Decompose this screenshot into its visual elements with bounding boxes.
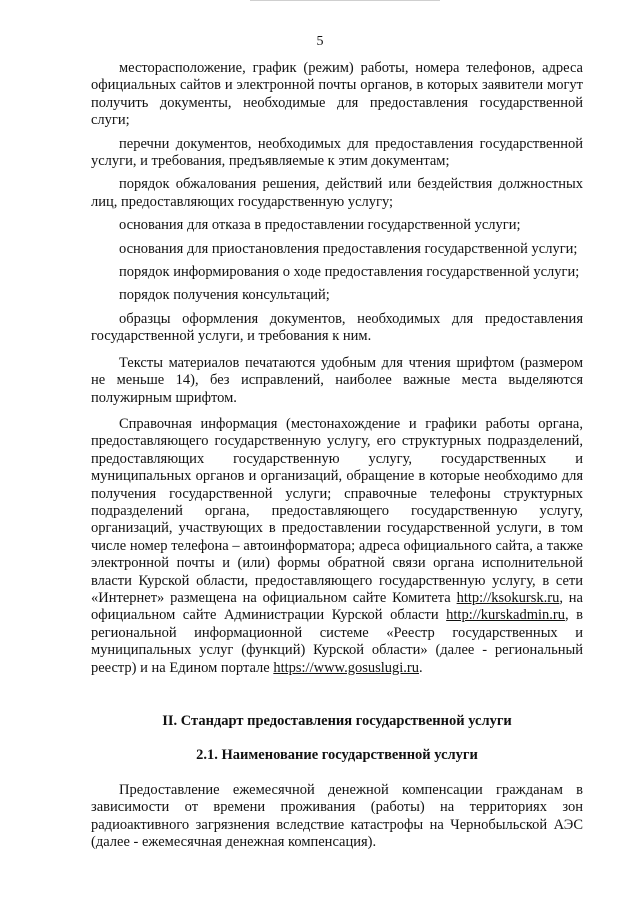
committee-site-link[interactable]: http://ksokursk.ru (456, 589, 560, 606)
gosuslugi-portal-link[interactable]: https://www.gosuslugi.ru (273, 659, 419, 676)
document-body (91, 60, 583, 851)
reference-text-4: . (419, 659, 423, 676)
service-name-paragraph: Предоставление ежемесячной денежной компенсации гражданам в зависимости от времени проживания (работы) на территориях зон радиоактивного загрязнения вследствие катастрофы на Чернобыльской АЭС (далее - ежемесячная денежная компенсация). (91, 781, 583, 851)
list-item: порядок получения консультаций; (119, 287, 330, 304)
top-rule (250, 0, 440, 1)
list-item: порядок обжалования решения, действий или бездействия должностных лиц, предоставляющих государственную услугу; (91, 176, 583, 210)
section-heading: II. Стандарт предоставления государственной услуги (162, 713, 512, 729)
list-item: месторасположение, график (режим) работы, номера телефонов, адреса официальных сайтов и электронной почты органов, в которых заявители могут получить документы, необходимые для предоставления государственной слуги; (91, 60, 583, 129)
list-item: основания для отказа в предоставлении государственной услуги; (119, 217, 521, 234)
list-item: образцы оформления документов, необходимых для предоставления государственной услуги, и требования к ним. (91, 310, 583, 345)
font-requirements-paragraph: Тексты материалов печатаются удобным для чтения шрифтом (размером не меньше 14), без исправлений, наиболее важные места выделяются полужирным шрифтом. (91, 354, 583, 406)
list-item: основания для приостановления предоставления государственной услуги; (119, 240, 578, 257)
reference-text-2: , на официальном сайте Администрации Курской области (91, 589, 583, 624)
list-item: порядок информирования о ходе предоставления государственной услуги; (119, 264, 580, 281)
reference-text-3: , в региональной информационной системе «Реестр государственных и муниципальных услуг (функций) Курской области» (далее - региональный реестр) и на Едином портале (91, 607, 583, 676)
reference-text-1: Справочная информация (местонахождение и графики работы органа, предоставляющего государственную услугу, его структурных подразделений, предоставляющих государственную услугу, государственных и муниципальных органов и организаций, обращение в которые необходимо для получения государственной услуги; справочные телефоны структурных подразделений органа, предоставляющего государственную услугу, организаций, участвующих в предоставлении государственной услуги, в том числе номер телефона – автоинформатора; адреса официального сайта, а также электронной почты и (или) формы обратной связи органа исполнительной власти Курской области, предоставляющего государственную услугу, в сети «Интернет» размещена на официальном сайте Комитета (91, 415, 583, 606)
administration-site-link[interactable]: http://kurskadmin.ru (446, 607, 565, 624)
subsection-heading: 2.1. Наименование государственной услуги (196, 747, 478, 764)
reference-info-paragraph (91, 416, 583, 677)
page-number: 5 (316, 34, 324, 49)
list-item: перечни документов, необходимых для предоставления государственной услуги, и требования, предъявляемые к этим документам; (91, 135, 583, 170)
